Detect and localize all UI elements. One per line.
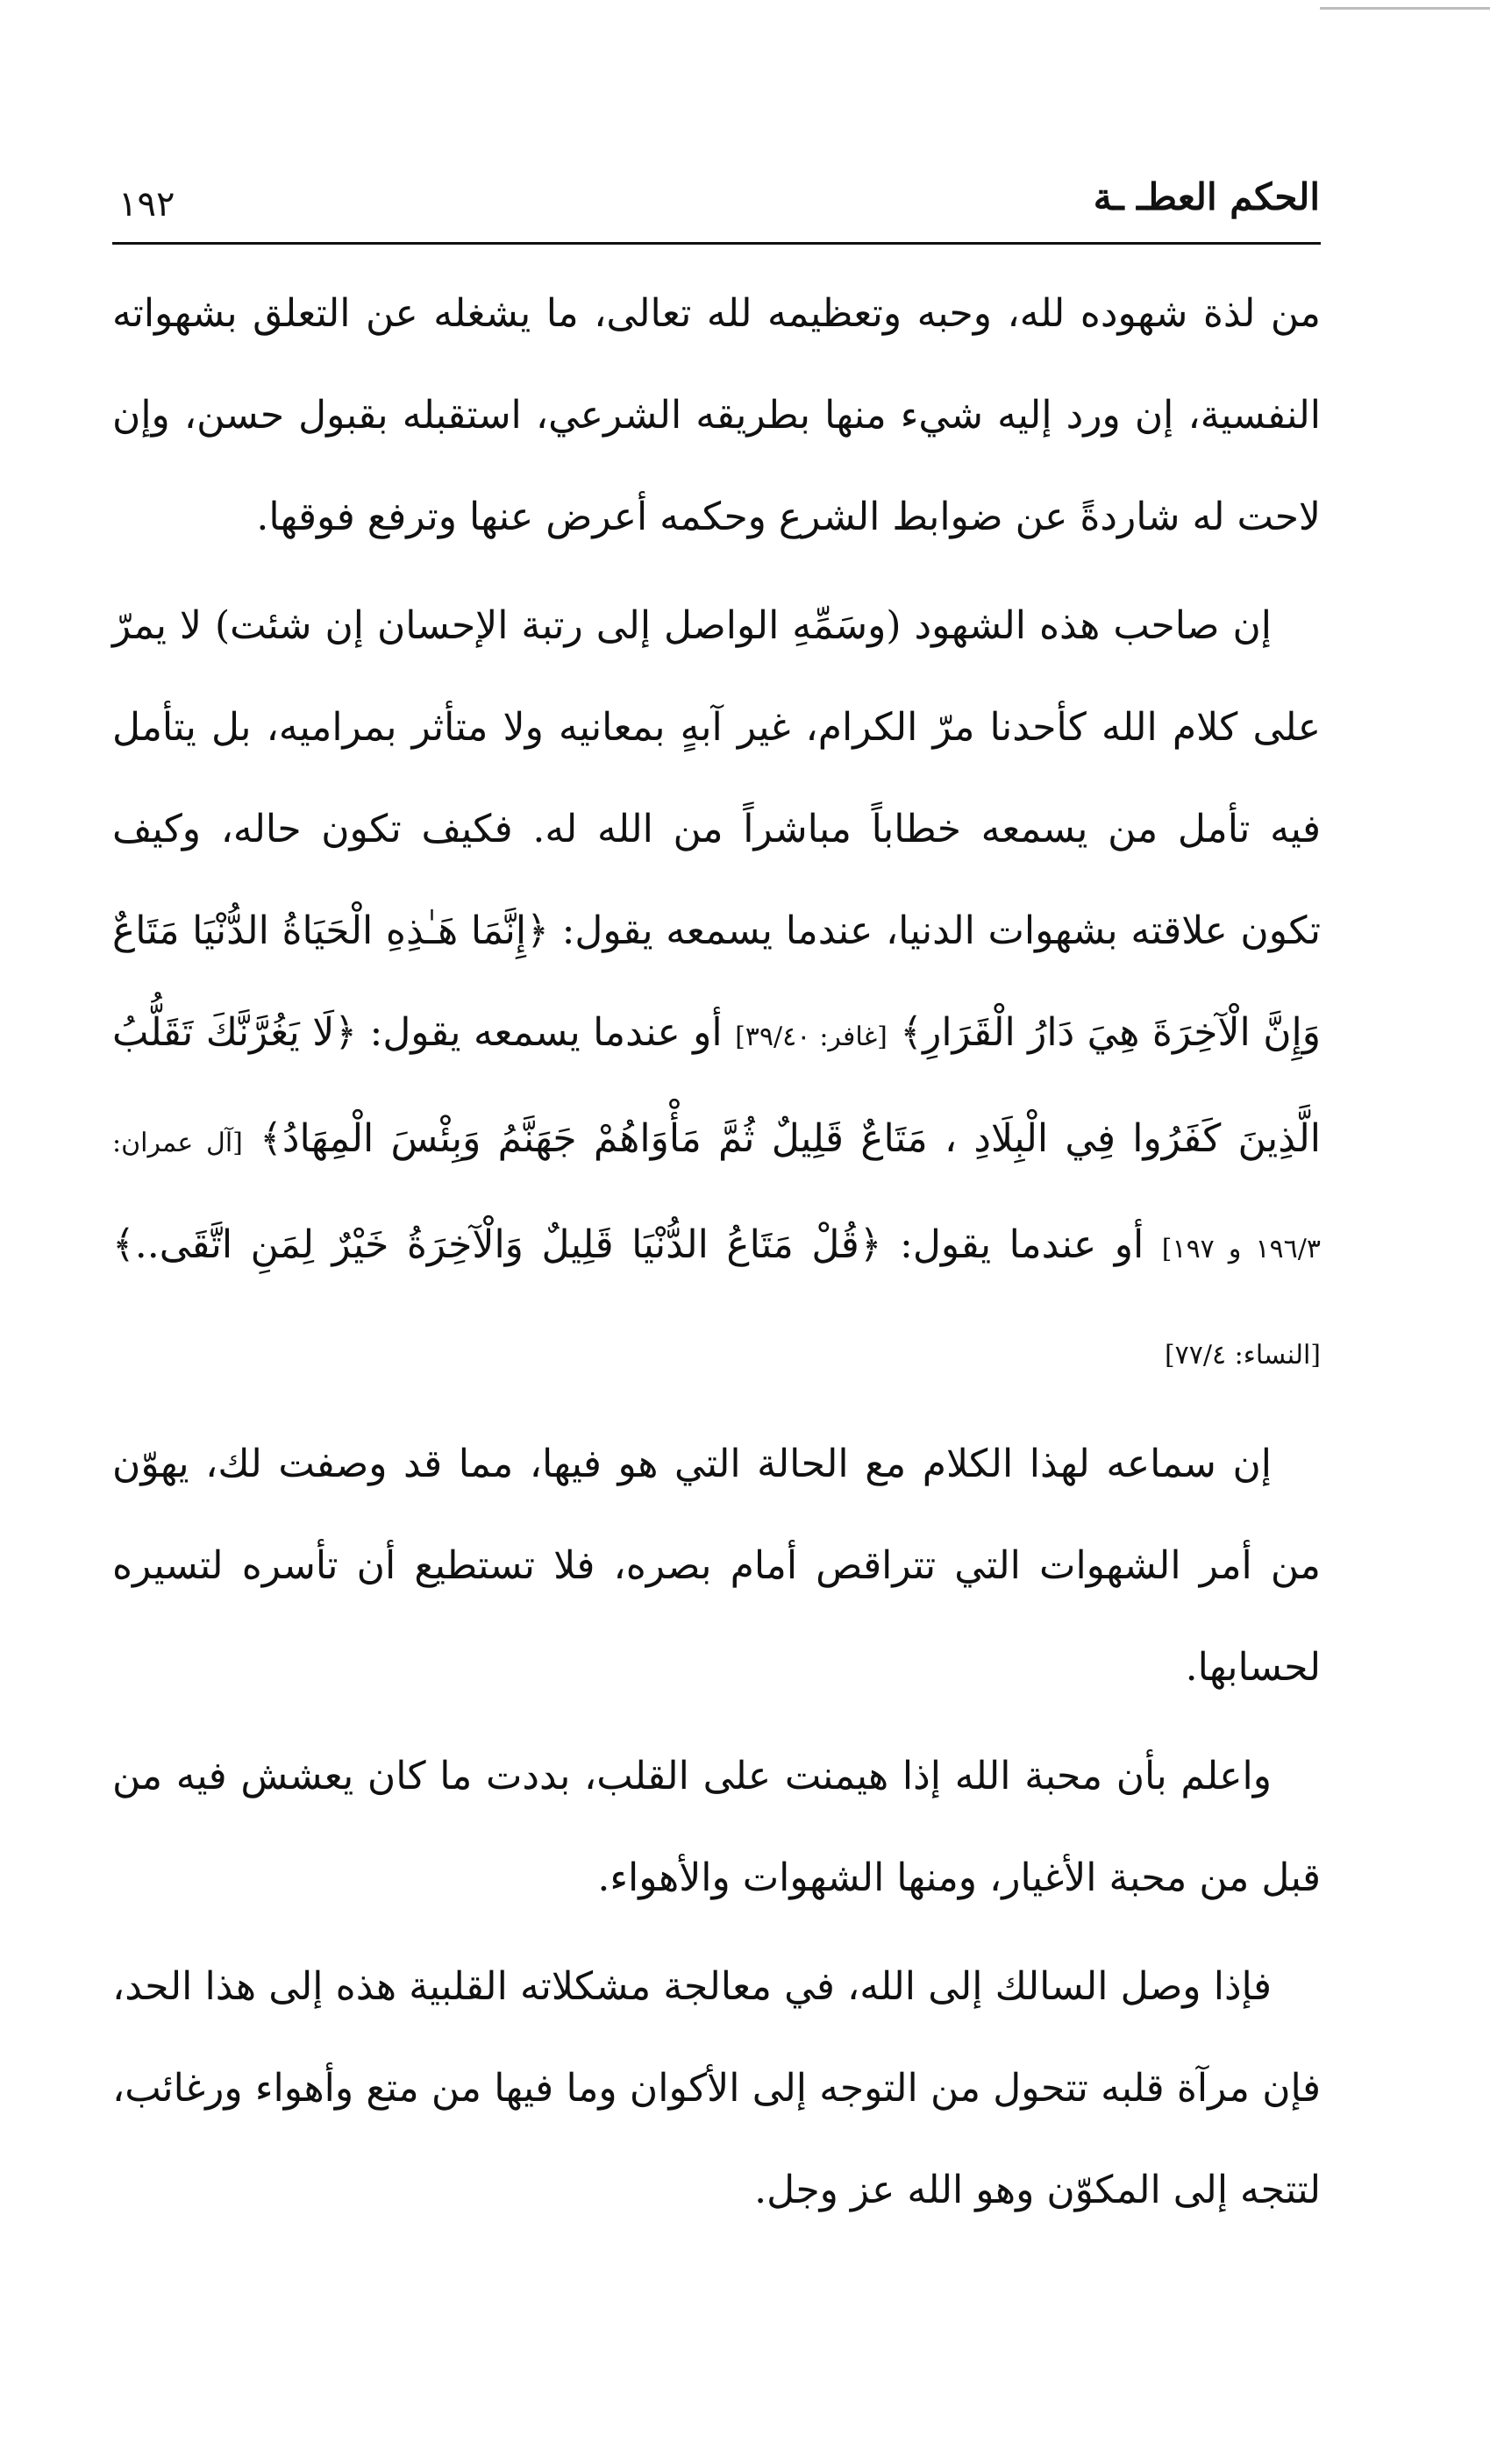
- running-title: الحكم العطـ ـة: [1093, 175, 1320, 218]
- page-header: [118, 172, 1320, 233]
- quran-citation-1: [غافر: ٣٩/٤٠]: [735, 1022, 888, 1052]
- header-rule: [112, 242, 1321, 245]
- scan-edge-line: [1320, 0, 1490, 10]
- paragraph-5: فإذا وصل السالك إلى الله، في معالجة مشكلاته القلبية هذه إلى هذا الحد، فإن مرآة قلبه تتحول من التوجه إلى الأكوان وما فيها من متع وأهواء ورغائب، لتتجه إلى المكوّن وهو الله عز وجل.: [112, 1964, 1321, 2212]
- paragraph-3: إن سماعه لهذا الكلام مع الحالة التي هو فيها، مما قد وصفت لك، يهوّن من أمر الشهوات التي تتراقص أمام بصره، فلا تستطيع أن تأسره لتسيره لحسابها.: [112, 1442, 1321, 1690]
- quran-citation-3: [النساء: ٧٧/٤]: [1164, 1340, 1321, 1371]
- quran-citation-2: [آل عمران: ١٩٦/٣ و ١٩٧]: [112, 1128, 1321, 1264]
- body-text: [112, 263, 1321, 2241]
- paragraph-2-text-a: إن صاحب هذه الشهود (وسَمِّهِ الواصل إلى رتبة الإحسان إن شئت) لا يمرّ على كلام الله كأحدنا مرّ الكرام، غير آبهٍ بمعانيه ولا متأثر بمراميه، بل يتأمل فيه تأمل من يسمعه خطاباً مباشراً من الله له. فكيف تكون حاله، وكيف تكون علاقته بشهوات الدنيا، عندما يسمعه يقول: ﴿إِنَّمَا هَـٰذِهِ الْحَيَاةُ الدُّنْيَا مَتَاعٌ وَإِنَّ الْآخِرَةَ هِيَ دَارُ الْقَرَارِ﴾: [112, 603, 1321, 1055]
- paragraph-gap: [112, 568, 1321, 575]
- paragraph-2: [112, 575, 1321, 1406]
- paragraph-4: واعلم بأن محبة الله إذا هيمنت على القلب، بددت ما كان يعشش فيه من قبل من محبة الأغيار، ومنها الشهوات والأهواء.: [112, 1754, 1321, 1900]
- paragraph-gap: [112, 1929, 1321, 1936]
- paragraph-gap: [112, 1719, 1321, 1726]
- paragraph-gap: [112, 1406, 1321, 1414]
- paragraph-1: من لذة شهوده لله، وحبه وتعظيمه لله تعالى، ما يشغله عن التعلق بشهواته النفسية، إن ورد إليه شيء منها بطريقه الشرعي، استقبله بقبول حسن، وإن لاحت له شاردةً عن ضوابط الشرع وحكمه أعرض عنها وترفع فوقها.: [112, 291, 1321, 539]
- page-number: ١٩٢: [118, 184, 175, 224]
- paragraph-2-text-c: أو عندما يقول: ﴿قُلْ مَتَاعُ الدُّنْيَا قَلِيلٌ وَالْآخِرَةُ خَيْرٌ لِمَنِ اتَّقَى..﴾: [112, 1222, 1144, 1267]
- paragraph-2-text-b: أو عندما يسمعه يقول: ﴿لَا يَغُرَّنَّكَ تَقَلُّبُ الَّذِينَ كَفَرُوا فِي الْبِلَادِ ، مَتَاعٌ قَلِيلٌ ثُمَّ مَأْوَاهُمْ جَهَنَّمُ وَبِئْسَ الْمِهَادُ﴾: [112, 1010, 1321, 1161]
